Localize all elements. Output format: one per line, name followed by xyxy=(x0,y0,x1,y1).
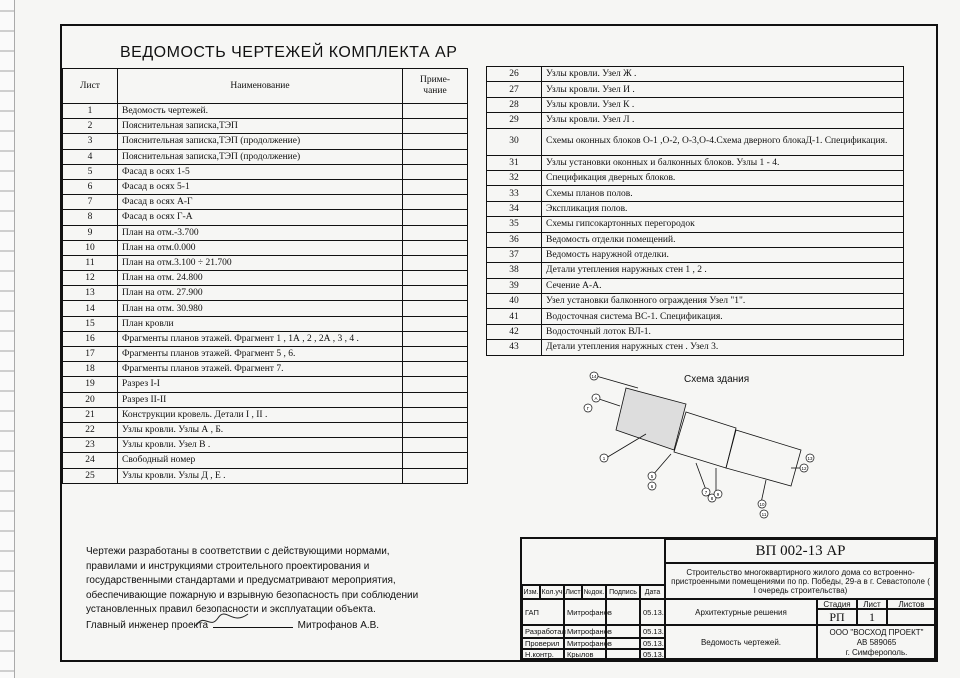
sheet-title: Узлы кровли. Узел И . xyxy=(542,82,904,97)
table-row xyxy=(63,240,468,255)
table-row xyxy=(63,331,468,346)
table-row xyxy=(63,347,468,362)
binding-edge xyxy=(0,0,15,678)
sheet-title: Водосточная система ВС-1. Спецификация. xyxy=(542,309,904,324)
table-row xyxy=(63,438,468,453)
sheet-title: Фасад в осях Г-А xyxy=(118,210,403,225)
axis-marker-label: 7 xyxy=(704,489,708,495)
sheet-number: 9 xyxy=(63,225,118,240)
sheet-note xyxy=(403,468,468,483)
sheet-number: 6 xyxy=(63,179,118,194)
sheet-title: Фасад в осях А-Г xyxy=(118,195,403,210)
sheet-number: 30 xyxy=(487,128,542,155)
sheet-note xyxy=(403,362,468,377)
header-name: Наименование xyxy=(118,69,403,104)
sheet-title: Пояснительная записка,ТЭП (продолжение) xyxy=(118,134,403,149)
building-block-3 xyxy=(726,430,801,486)
table-row xyxy=(63,286,468,301)
sheet-number: 26 xyxy=(487,67,542,82)
axis-marker-label: 10 xyxy=(759,501,765,507)
sheet-number: 7 xyxy=(63,195,118,210)
section-name: Архитектурные решения xyxy=(665,599,817,625)
axis-marker-label: 1 xyxy=(602,455,606,461)
sheet-title: Пояснительная записка,ТЭП (продолжение) xyxy=(118,149,403,164)
sheet-number: 20 xyxy=(63,392,118,407)
sheet-title: Спецификация дверных блоков. xyxy=(542,170,904,185)
axis-marker-label: 5 xyxy=(650,473,654,479)
titleblock-col-header: Изм. xyxy=(522,585,540,599)
titleblock-date: 05.13. xyxy=(640,625,665,638)
axis-marker-label: 6 xyxy=(650,483,654,489)
sheet-value: 1 xyxy=(857,609,887,625)
sheet-number: 19 xyxy=(63,377,118,392)
note-line: правилами и инструкциями строительного проектирования и xyxy=(86,560,370,572)
sheet-number: 3 xyxy=(63,134,118,149)
table-row xyxy=(63,392,468,407)
table-row xyxy=(63,210,468,225)
building-block-2 xyxy=(674,412,736,468)
sheet-number: 31 xyxy=(487,155,542,170)
sheet-title: Узлы кровли. Узел В . xyxy=(118,438,403,453)
table-row xyxy=(487,340,904,355)
table-row xyxy=(63,422,468,437)
sheet-title: Свободный номер xyxy=(118,453,403,468)
sheet-title: Фрагменты планов этажей. Фрагмент 1 , 1А , 2 , 2А , 3 , 4 . xyxy=(118,331,403,346)
table-row xyxy=(63,255,468,270)
table-row xyxy=(487,128,904,155)
sheet-note xyxy=(403,453,468,468)
table-row xyxy=(487,247,904,262)
sheet-title: Пояснительная записка,ТЭП xyxy=(118,119,403,134)
sheet-title: Конструкции кровель. Детали I , II . xyxy=(118,407,403,422)
titleblock-col-header: Лист xyxy=(564,585,582,599)
table-row xyxy=(487,294,904,309)
sheet-note xyxy=(403,331,468,346)
sheet-title: Узлы кровли. Узел К . xyxy=(542,97,904,112)
sheet-title: Схемы планов полов. xyxy=(542,186,904,201)
sheet-title: Водосточный лоток ВЛ-1. xyxy=(542,324,904,339)
sheet-note xyxy=(403,392,468,407)
building-scheme xyxy=(576,368,836,518)
sheet-number: 1 xyxy=(63,104,118,119)
sheet-title: План на отм.0.000 xyxy=(118,240,403,255)
sheet-title: Экспликация полов. xyxy=(542,201,904,216)
axis-marker-label: 8 xyxy=(710,495,714,501)
sheet-number: 4 xyxy=(63,149,118,164)
sheet-title: Ведомость отделки помещений. xyxy=(542,232,904,247)
sheet-number: 24 xyxy=(63,453,118,468)
sheet-note xyxy=(403,286,468,301)
axis-marker-label: 12 xyxy=(801,465,807,471)
sheet-number: 12 xyxy=(63,271,118,286)
sheet-number: 27 xyxy=(487,82,542,97)
sheet-title: Узлы установки оконных и балконных блоков. Узлы 1 - 4. xyxy=(542,155,904,170)
table-row xyxy=(487,324,904,339)
sheet-number: 42 xyxy=(487,324,542,339)
sheet-number: 2 xyxy=(63,119,118,134)
axis-marker-label: Г xyxy=(586,405,590,411)
sheet-number: 39 xyxy=(487,278,542,293)
titleblock-sig xyxy=(606,649,640,660)
sheet-title: Фрагменты планов этажей. Фрагмент 7. xyxy=(118,362,403,377)
table-row xyxy=(63,453,468,468)
titleblock-date: 05.13. xyxy=(640,599,665,625)
page-title: ВЕДОМОСТЬ ЧЕРТЕЖЕЙ КОМПЛЕКТА АР xyxy=(120,44,458,61)
table-row xyxy=(487,232,904,247)
table-row xyxy=(487,67,904,82)
organization: ООО "ВОСХОД ПРОЕКТ" АВ 589065 г. Симферополь. xyxy=(817,625,936,660)
sheet-title: Фасад в осях 5-1 xyxy=(118,179,403,194)
titleblock-sig xyxy=(606,625,640,638)
sheet-title: Фрагменты планов этажей. Фрагмент 5 , 6. xyxy=(118,347,403,362)
sheet-number: 43 xyxy=(487,340,542,355)
sheet-number: 37 xyxy=(487,247,542,262)
sheets-value xyxy=(887,609,936,625)
building-block-1 xyxy=(616,388,686,450)
titleblock-sig xyxy=(606,638,640,649)
stage-header: Стадия xyxy=(817,599,857,609)
titleblock-date: 05.13. xyxy=(640,638,665,649)
chief-label: Главный инженер проекта xyxy=(86,620,209,631)
chief-name: Митрофанов А.В. xyxy=(297,620,380,631)
sheet-number: 11 xyxy=(63,255,118,270)
sheet-title: Схемы оконных блоков О-1 ,О-2, О-3,О-4.Схема дверного блокаД-1. Спецификация. xyxy=(542,128,904,155)
sheet-note xyxy=(403,407,468,422)
project-name: Строительство многоквартирного жилого дома со встроенно-пристроенными помещениями по пр. Победы, 29-а в г. Севастополе ( I очередь строительства) xyxy=(665,563,936,599)
table-row xyxy=(487,263,904,278)
doc-code: ВП 002-13 АР xyxy=(665,539,936,563)
rev-area xyxy=(522,539,665,585)
table-row xyxy=(63,271,468,286)
sheet-number: 15 xyxy=(63,316,118,331)
axis-marker-label: 13 xyxy=(807,455,813,461)
sheet-note xyxy=(403,225,468,240)
sheet-number: 21 xyxy=(63,407,118,422)
axis-marker-label: 11 xyxy=(761,511,767,517)
sheet-note xyxy=(403,240,468,255)
sheet-title: План на отм. 30.980 xyxy=(118,301,403,316)
sheet-note xyxy=(403,347,468,362)
sheet-number: 33 xyxy=(487,186,542,201)
scheme-title: Схема здания xyxy=(684,374,750,385)
sheet-number: 28 xyxy=(487,97,542,112)
sheet-number: 29 xyxy=(487,113,542,128)
sheet-number: 23 xyxy=(63,438,118,453)
sheet-title: Узлы кровли. Узлы Д , Е . xyxy=(118,468,403,483)
table-row xyxy=(487,82,904,97)
header-sheet: Лист xyxy=(63,69,118,104)
signature-mark xyxy=(192,610,252,632)
sheet-number: 25 xyxy=(63,468,118,483)
table-row xyxy=(487,201,904,216)
sheet-number: 22 xyxy=(63,422,118,437)
sheet-number: 40 xyxy=(487,294,542,309)
title-block xyxy=(520,537,936,660)
table-row xyxy=(63,179,468,194)
drawings-table-right xyxy=(486,66,904,356)
table-row xyxy=(63,225,468,240)
titleblock-name: Митрофанов xyxy=(564,599,606,625)
sheet-title: Детали утепления наружных стен . Узел 3. xyxy=(542,340,904,355)
table-row xyxy=(63,104,468,119)
sheet-number: 17 xyxy=(63,347,118,362)
sheet-number: 8 xyxy=(63,210,118,225)
table-row xyxy=(63,362,468,377)
sheet-note xyxy=(403,195,468,210)
titleblock-col-header: Подпись xyxy=(606,585,640,599)
sheet-number: 41 xyxy=(487,309,542,324)
sheet-title: Разрез I-I xyxy=(118,377,403,392)
sheet-note xyxy=(403,271,468,286)
table-row xyxy=(487,97,904,112)
table-row xyxy=(487,278,904,293)
table-row xyxy=(63,119,468,134)
table-row xyxy=(63,134,468,149)
sheet-number: 16 xyxy=(63,331,118,346)
sheet-number: 10 xyxy=(63,240,118,255)
sheet-note xyxy=(403,301,468,316)
table-row xyxy=(487,186,904,201)
sheet-title: План на отм.-3.700 xyxy=(118,225,403,240)
sheet-note xyxy=(403,438,468,453)
drawings-table-left xyxy=(62,68,468,484)
table-row xyxy=(63,407,468,422)
sheet-title: План на отм.3.100 ÷ 21.700 xyxy=(118,255,403,270)
table-row xyxy=(63,377,468,392)
header-note: Приме- чание xyxy=(403,69,468,104)
sheet-note xyxy=(403,164,468,179)
titleblock-name: Митрофанов xyxy=(564,625,606,638)
document-title: Ведомость чертежей. xyxy=(665,625,817,660)
titleblock-role: ГАП xyxy=(522,599,564,625)
table-row xyxy=(487,217,904,232)
sheet-title: Узел установки балконного ограждения Узел "1". xyxy=(542,294,904,309)
sheet-title: План кровли xyxy=(118,316,403,331)
compliance-notes xyxy=(86,545,418,618)
sheet-title: Ведомость наружной отделки. xyxy=(542,247,904,262)
sheet-note xyxy=(403,149,468,164)
sheet-number: 34 xyxy=(487,201,542,216)
table-row xyxy=(487,170,904,185)
table-row xyxy=(487,113,904,128)
titleblock-name: Крылов xyxy=(564,649,606,660)
table-row xyxy=(63,195,468,210)
note-line: обеспечивающие пожарную и взрывную безопасность при соблюдении xyxy=(86,589,419,601)
table-row xyxy=(487,155,904,170)
titleblock-role: Н.контр. xyxy=(522,649,564,660)
sheet-title: Фасад в осях 1-5 xyxy=(118,164,403,179)
titleblock-sig xyxy=(606,599,640,625)
sheet-note xyxy=(403,255,468,270)
table-row xyxy=(63,301,468,316)
sheet-note xyxy=(403,119,468,134)
sheet-title: Сечение А-А. xyxy=(542,278,904,293)
sheet-number: 35 xyxy=(487,217,542,232)
sheet-number: 32 xyxy=(487,170,542,185)
sheet-title: Ведомость чертежей. xyxy=(118,104,403,119)
sheet-note xyxy=(403,210,468,225)
sheet-number: 18 xyxy=(63,362,118,377)
sheet-title: Разрез II-II xyxy=(118,392,403,407)
titleblock-role: Разработал xyxy=(522,625,564,638)
sheet-title: Детали утепления наружных стен 1 , 2 . xyxy=(542,263,904,278)
sheet-number: 14 xyxy=(63,301,118,316)
titleblock-col-header: Дата xyxy=(640,585,665,599)
titleblock-name: Митрофанов xyxy=(564,638,606,649)
axis-marker-label: А xyxy=(594,395,598,401)
table-row xyxy=(63,468,468,483)
titleblock-col-header: №док. xyxy=(582,585,606,599)
sheet-title: Узлы кровли. Узел Л . xyxy=(542,113,904,128)
sheet-header: Лист xyxy=(857,599,887,609)
sheet-note xyxy=(403,179,468,194)
sheet-note xyxy=(403,316,468,331)
note-line: установленных правил безопасности и эксплуатации объекта. xyxy=(86,604,376,615)
note-line: государственными стандартами и предусматривают мероприятия, xyxy=(86,575,396,586)
sheet-title: Узлы кровли. Узел Ж . xyxy=(542,67,904,82)
table-row xyxy=(63,316,468,331)
sheet-number: 13 xyxy=(63,286,118,301)
table-row xyxy=(63,164,468,179)
sheet-title: Схемы гипсокартонных перегородок xyxy=(542,217,904,232)
note-line: Чертежи разработаны в соответствии с действующими нормами, xyxy=(86,546,390,557)
sheet-title: План на отм. 27.900 xyxy=(118,286,403,301)
sheets-header: Листов xyxy=(887,599,936,609)
titleblock-role: Проверил xyxy=(522,638,564,649)
sheet-note xyxy=(403,377,468,392)
axis-marker-label: 9 xyxy=(716,491,720,497)
sheet-note xyxy=(403,134,468,149)
sheet-number: 36 xyxy=(487,232,542,247)
stage-value: РП xyxy=(817,609,857,625)
sheet-number: 38 xyxy=(487,263,542,278)
table-row xyxy=(487,309,904,324)
titleblock-date: 05.13. xyxy=(640,649,665,660)
axis-marker-label: 14 xyxy=(591,373,597,379)
titleblock-col-header: Кол.уч xyxy=(540,585,564,599)
sheet-title: Узлы кровли. Узлы А , Б. xyxy=(118,422,403,437)
sheet-title: План на отм. 24.800 xyxy=(118,271,403,286)
sheet-note xyxy=(403,104,468,119)
sheet-number: 5 xyxy=(63,164,118,179)
sheet-note xyxy=(403,422,468,437)
table-row xyxy=(63,149,468,164)
